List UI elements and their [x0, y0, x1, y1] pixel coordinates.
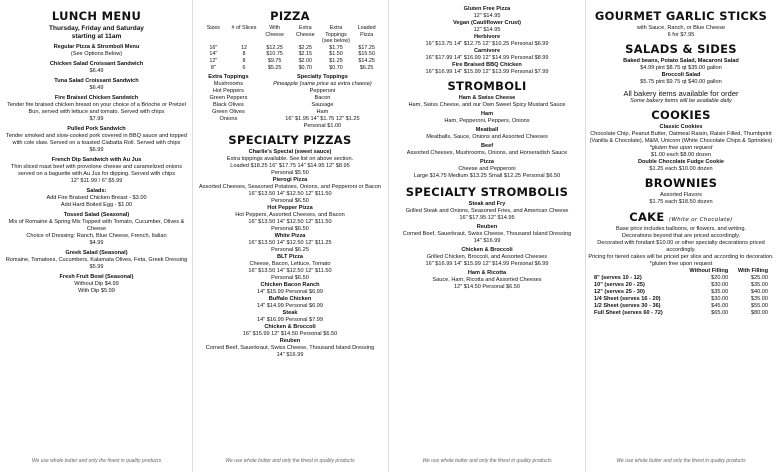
specialty-pizza-price: 14" $14.99 Personal $6.99: [256, 303, 324, 310]
stromboli-name: Meatball: [475, 127, 499, 133]
size-header: Loaded Pizza: [357, 25, 376, 38]
extra-topping: Black Olives: [213, 102, 244, 109]
cake-cell: $35.00: [711, 289, 729, 295]
lunch-item-desc: Thin sliced roast beef with provolone cheese and caramelized onions served on a baguette with Au Jus for dipping. Served with chips: [10, 164, 183, 177]
specialty-pizzas-list: [196, 149, 384, 359]
pizza-item-price: 16" $17.99 14" $16.99 12" $14.99 Personal $8.99: [425, 55, 549, 61]
specialty-pizza-desc: Corned Beef, Sauerkraut, Swiss Cheese, Thousand Island Dressing: [205, 345, 375, 352]
classic-cookies-name: Classic Cookies: [659, 124, 703, 130]
pizza-item-name: Carnivore: [473, 48, 501, 54]
lunch-item-name: Chicken Salad Croissant Sandwich: [49, 61, 144, 67]
stromboli-desc: Meatballs, Sauce, Onions and Assorted Cheeses: [426, 134, 548, 140]
specialty-topping: Ham: [316, 109, 329, 116]
stromboli-desc: Ham, Pepperoni, Peppers, Onions: [444, 118, 530, 124]
footer-note: We use whole butter and only the finest in quality products: [616, 458, 746, 464]
tossed-salad-desc: Mix of Romaine & Spring Mix Topped with Tomato, Cucumber, Olives & Cheese: [8, 219, 185, 232]
cake-cell: $35.00: [750, 282, 768, 288]
size-cell: $2.00: [298, 57, 313, 64]
fruit-bowl-price-2: With Dip $5.99: [78, 288, 115, 294]
lunch-time: starting at 11am: [71, 33, 122, 40]
size-cell: $0.70: [329, 64, 343, 71]
garlic-sticks-price: 6 for $7.95: [667, 32, 695, 38]
cake-cell: $25.00: [750, 275, 768, 281]
specialty-pizza-name: Hot Pepper Pizza: [267, 205, 313, 212]
lunch-item-price: $6.99: [89, 147, 104, 153]
stromboli-name: Pizza: [480, 159, 494, 165]
pizza-title: PIZZA: [270, 9, 310, 23]
fudge-cookie-price: $1.25 each $10.00 dozen: [649, 166, 713, 172]
specialty-pizza-personal: Personal $6.50: [271, 198, 309, 205]
pizza-item-price: 16" $13.75 14" $12.75 12" $10.25 Personal $6.99: [425, 41, 549, 47]
column-pizza: [196, 6, 384, 466]
sides-line: Baked beans, Potato Salad, Macaroni Salad: [623, 58, 739, 64]
specialty-toppings-heading: Specialty Toppings: [296, 74, 348, 81]
extra-topping: Mushrooms: [213, 81, 244, 88]
lunch-items: [4, 44, 189, 188]
lunch-item-desc: Tender smoked and slow-cooked pork covered in BBQ sauce and topped with cole slaw. Served on a toasted Ciabatta Roll. Served with chips: [6, 133, 187, 146]
size-header: Sizes: [206, 25, 220, 31]
specialty-toppings: [273, 74, 372, 130]
size-cell: $14.25: [358, 57, 375, 64]
lunch-item-name: Tuna Salad Croissant Sandwich: [54, 78, 139, 84]
salads-addon-2: Add Hard Boiled Egg - $1.00: [60, 202, 133, 208]
specialty-pizza-name: Chicken Bacon Ranch: [260, 282, 320, 289]
specialty-pizza-name: Charlie's Special (sweet sauce): [248, 149, 332, 156]
lunch-item-desc: (See Options Below): [70, 51, 123, 57]
specialty-pizza-name: Chicken & Broccoli: [264, 324, 316, 331]
cake-price-table: [594, 268, 768, 317]
specialty-topping: Pepperoni: [309, 88, 336, 95]
extra-topping: Green Olives: [212, 109, 245, 116]
specialty-pizza-desc: Cheese, Bacon, Lettuce, Tomato: [249, 261, 331, 268]
pizza-size-table: [198, 25, 382, 71]
cake-col-header: Without Filling: [689, 268, 729, 274]
size-header: Extra Toppings (see below): [322, 25, 350, 45]
size-cell: $2.25: [298, 44, 313, 51]
broccoli-salad-name: Broccoli Salad: [661, 72, 701, 78]
tossed-salad-price: $4.99: [89, 240, 104, 246]
specialty-stromboli-list: [392, 201, 582, 293]
lunch-item-desc: Tender fire braised chicken breast on your choice of a Brioche or Pretzel Bun, served with lettuce and tomato. Served with chips: [7, 102, 186, 115]
specialty-stromboli-price: 12" $14.50 Personal $6.50: [453, 284, 521, 290]
specialty-stromboli-price: 16" $16.99 14" $15.99 12" $14.99 Personal $6.99: [425, 261, 549, 267]
lunch-item-name: French Dip Sandwich with Au Jus: [51, 157, 142, 163]
column-lunch-menu: [4, 6, 189, 466]
stromboli-title: STROMBOLI: [447, 79, 527, 93]
bakery-note-1: All bakery items available for order: [623, 89, 739, 98]
specialty-pizza-price: 16" $13.50 14" $12.50 12" $11.25: [248, 240, 332, 247]
cake-cell: $30.00: [711, 296, 729, 302]
size-cell: $1.50: [329, 51, 343, 58]
stromboli-desc: Ham, Swiss Cheese, and our Own Sweet Spicy Mustard Sauce: [408, 102, 566, 108]
specialty-stromboli-desc: Grilled Chicken, Broccoli, and Assorted Cheeses: [426, 254, 548, 260]
extra-topping: Hot Peppers: [212, 88, 244, 95]
specialty-pizzas-title: SPECIALTY PIZZAS: [228, 133, 352, 148]
fruit-bowl-name: Fresh Fruit Bowl (Seasonal): [59, 274, 134, 280]
specialty-stromboli-name: Reuben: [476, 224, 498, 230]
size-cell: $12.25: [266, 44, 283, 51]
specialty-pizza-more: [392, 6, 582, 76]
size-cell: 6: [242, 64, 246, 71]
size-cell: $2.15: [298, 51, 313, 58]
cake-cell: 1/2 Sheet (serves 30 - 36): [594, 303, 661, 309]
classic-cookies-gf: *gluten free upon request: [649, 145, 713, 151]
specialty-stromboli-desc: Sauce, Ham, Ricotta and Assorted Cheeses: [432, 277, 542, 283]
size-cell: $1.75: [329, 44, 343, 51]
specialty-toppings-prices: 16" $1.95 14" $1.75 12" $1.25: [285, 116, 360, 123]
size-cell: $6.25: [359, 64, 374, 71]
specialty-topping: Sausage: [311, 102, 334, 109]
pizza-item-price: 12" $14.95: [473, 13, 501, 19]
cake-subtitle: (White or Chocolate): [668, 217, 733, 223]
cake-cell: $55.00: [750, 303, 768, 309]
specialty-topping: Bacon: [314, 95, 331, 102]
cake-cell: $20.00: [711, 275, 729, 281]
cake-desc-line: Pricing for tiered cakes will be priced per slice and according to decoration.: [588, 254, 774, 260]
lunch-item-price: $7.99: [89, 116, 104, 122]
size-cell: $10.75: [266, 51, 283, 58]
size-cell: 8": [210, 64, 216, 71]
bakery-note-2: Some bakery items will be available daily: [630, 98, 732, 104]
lunch-menu-title: LUNCH MENU: [51, 9, 142, 23]
size-header: # of Slices: [231, 25, 257, 31]
pizza-item-name: Gluten Free Pizza: [463, 6, 511, 12]
specialty-pizza-name: Buffalo Chicken: [268, 296, 312, 303]
specialty-strombolis-title: SPECIALTY STROMBOLIS: [405, 185, 569, 199]
lunch-item-name: Pulled Pork Sandwich: [67, 126, 126, 132]
lunch-item-price: $6.49: [89, 85, 104, 91]
garlic-sticks-title: GOURMET GARLIC STICKS: [594, 9, 768, 23]
specialty-pizza-personal: Personal $6.50: [271, 226, 309, 233]
size-cell: $1.25: [329, 57, 343, 64]
lunch-item-price: $6.49: [89, 68, 104, 74]
greek-salad-name: Greek Salad (Seasonal): [65, 250, 128, 256]
size-header: With Cheese: [265, 25, 284, 38]
specialty-pizza-price: Loaded $18.25 16" $17.75 14" $14.95 12" $8.95: [230, 163, 350, 170]
cake-cell: Full Sheet (serves 60 - 72): [594, 310, 663, 316]
cake-desc-line: *gluten free upon request: [649, 261, 713, 267]
specialty-stromboli-price: 16" $17.95 12" $14.95: [459, 215, 515, 221]
fudge-cookie-name: Double Chocolate Fudge Cookie: [637, 159, 725, 165]
cake-cell: $80.00: [750, 310, 768, 316]
cake-cell: $45.00: [711, 303, 729, 309]
cake-col-header: With Filling: [737, 268, 768, 274]
pizza-item-price: 12" $14.95: [473, 27, 501, 33]
specialty-pizza-name: Pierogi Pizza: [272, 177, 308, 184]
specialty-pizza-desc: Extra toppings available. See list on above section.: [226, 156, 354, 163]
specialty-pizza-price: 14" $16.99 Personal $7.99: [256, 317, 324, 324]
specialty-stromboli-name: Ham & Ricotta: [467, 270, 507, 276]
tossed-salad-name: Tossed Salad (Seasonal): [63, 212, 130, 218]
specialty-pizza-price: 16" $13.50 14" $12.50 12" $11.50: [248, 268, 332, 275]
cake-desc-line: Decorated with fondant $10.00 or other specialty decorations priced accordingly.: [597, 240, 765, 253]
classic-cookies-price: $1.00 each $8.00 dozen: [650, 152, 712, 158]
greek-salad-price: $5.99: [89, 264, 104, 270]
size-cell: $15.50: [358, 51, 375, 58]
stromboli-name: Beef: [480, 143, 494, 149]
size-cell: 12": [209, 57, 218, 64]
stromboli-price: Large $14.75 Medium $13.25 Small $12.25 Personal $6.50: [413, 173, 561, 179]
brownies-desc: Assorted Flavors: [660, 192, 702, 198]
cake-cell: $65.00: [711, 310, 729, 316]
cake-cell: 10" (serves 20 - 25): [594, 282, 645, 288]
specialty-pizza-personal: Personal $6.50: [271, 275, 309, 282]
specialty-pizza-personal: Personal $5.50: [271, 170, 309, 177]
specialty-toppings-note: Pineapple (same price as extra cheese): [273, 81, 372, 88]
size-cell: 14": [209, 51, 218, 58]
specialty-stromboli-name: Steak and Fry: [468, 201, 506, 207]
pizza-item-price: 16" $16.99 14" $15.99 12" $13.99 Personal $7.99: [425, 69, 549, 75]
cake-cell: 12" (serves 25 - 30): [594, 289, 645, 295]
column-bakery: [588, 6, 774, 466]
specialty-pizza-price: 16" $13.50 14" $12.50 12" $11.50: [248, 219, 332, 226]
pizza-item-name: Fire Braised BBQ Chicken: [452, 62, 522, 68]
stromboli-name: Ham: [480, 111, 494, 117]
pizza-item-name: Vegan (Cauliflower Crust): [452, 20, 522, 26]
footer-note: We use whole butter and only the finest in quality products: [225, 458, 355, 464]
specialty-pizza-name: BLT Pizza: [276, 254, 303, 261]
cake-desc-line: Decorations beyond that are priced accordingly.: [621, 233, 741, 239]
lunch-days: Thursday, Friday and Saturday: [49, 25, 144, 32]
cake-desc-line: Base price includes balloons, or flowers, and writing.: [616, 226, 746, 232]
specialty-pizza-personal: Personal $6.25: [271, 247, 309, 254]
fruit-bowl-price-1: Without Dip $4.99: [74, 281, 119, 287]
broccoli-salad-prices: $5.75 pint $9.75 qt $40.00 gallon: [640, 79, 722, 85]
cake-cell: $30.00: [711, 282, 729, 288]
extra-topping: Green Peppers: [209, 95, 248, 102]
specialty-pizza-name: Reuben: [279, 338, 301, 345]
specialty-pizza-name: Steak: [282, 310, 298, 317]
stromboli-name: Ham & Swiss Cheese: [458, 95, 516, 101]
size-cell: $0.70: [298, 64, 313, 71]
cake-title-text: CAKE: [629, 210, 665, 224]
stromboli-desc: Cheese and Pepperoni: [458, 166, 516, 172]
size-header: Extra Cheese: [296, 25, 315, 38]
footer-note: We use whole butter and only the finest in quality products: [31, 458, 162, 464]
column-stromboli: [392, 6, 582, 466]
size-cell: $9.75: [267, 57, 282, 64]
sides-prices: $4.99 pint $8.75 qt $35.00 gallon: [640, 65, 722, 71]
cake-col-header: [594, 268, 688, 275]
extra-toppings-heading: Extra Toppings: [208, 74, 249, 81]
brownies-price: $1.75 each $18.50 dozen: [649, 199, 713, 205]
cake-cell: $40.00: [750, 289, 768, 295]
salads-heading: Salads:: [86, 188, 107, 194]
cake-cell: 8" (serves 10 - 12): [594, 275, 642, 281]
specialty-pizza-desc: Assorted Cheeses, Seasoned Potatoes, Onions, and Pepperoni or Bacon: [199, 184, 381, 191]
stromboli-desc: Assorted Cheeses, Mushrooms, Onions, and Horseradish Sauce: [406, 150, 568, 156]
greek-salad-desc: Romaine, Tomatoes, Cucumbers, Kalamata Olives, Feta, Greek Dressing: [5, 257, 188, 263]
specialty-toppings-personal: Personal $1.00: [303, 123, 342, 130]
specialty-pizza-price: 16" $13.50 14" $12.50 12" $11.50: [248, 191, 332, 198]
specialty-stromboli-desc: Corned Beef, Sauerkraut, Swiss Cheese, Thousand Island Dressing: [402, 231, 572, 237]
specialty-pizza-price: 14" $16.99: [276, 352, 304, 359]
specialty-stromboli-desc: Grilled Steak and Onions, Seasoned Fries, and American Cheese: [405, 208, 569, 214]
lunch-item-name: Fire Braised Chicken Sandwich: [54, 95, 139, 101]
lunch-item-price: 12" $11.99 / 6" $5.99: [70, 178, 123, 184]
size-cell: 16": [209, 44, 218, 51]
footer-note: We use whole butter and only the finest in quality products: [422, 458, 552, 464]
specialty-stromboli-name: Chicken & Broccoli: [461, 247, 513, 253]
size-cell: 8: [242, 51, 246, 58]
extra-topping: Onions: [219, 116, 238, 123]
extra-toppings: [208, 74, 248, 130]
salads-sides-title: SALADS & SIDES: [625, 42, 737, 56]
size-cell: 12: [240, 44, 247, 51]
cake-cell: 1/4 Sheet (serves 16 - 20): [594, 296, 661, 302]
pizza-item-name: Herbivore: [473, 34, 501, 40]
stromboli-list: [392, 95, 582, 182]
specialty-pizza-desc: Hot Peppers, Assorted Cheeses, and Bacon: [235, 212, 345, 219]
size-cell: $17.25: [358, 44, 375, 51]
cake-description: [588, 226, 774, 268]
salads-addon-1: Add Fire Braised Chicken Breast - $3.00: [46, 195, 147, 201]
specialty-pizza-price: 16" $15.99 12" $14.50 Personal $6.50: [242, 331, 338, 338]
classic-cookies-desc: Chocolate Chip, Peanut Butter, Oatmeal Raisin, Raisin Filled, Thumbprint (Vanilla & Chocolate), M&M, Unicorn (White Chocolate Chips & Sprinkles): [589, 131, 773, 144]
specialty-pizza-price: 14" $15.99 Personal $6.99: [256, 289, 324, 296]
brownies-title: BROWNIES: [644, 176, 718, 190]
lunch-item-name: Regular Pizza & Stromboli Menu: [53, 44, 140, 50]
cake-cell: $35.00: [750, 296, 768, 302]
size-cell: $5.25: [267, 64, 282, 71]
size-cell: 8: [242, 57, 246, 64]
garlic-sticks-desc: with Sauce, Ranch, or Blue Cheese: [636, 25, 726, 31]
specialty-stromboli-price: 14" $16.99: [473, 238, 501, 244]
tossed-salad-dressing: Choice of Dressing: Ranch, Blue Cheese, French, Italian: [26, 233, 167, 239]
specialty-pizza-name: White Pizza: [274, 233, 306, 240]
cake-title: [588, 210, 774, 224]
cookies-title: COOKIES: [651, 108, 711, 122]
